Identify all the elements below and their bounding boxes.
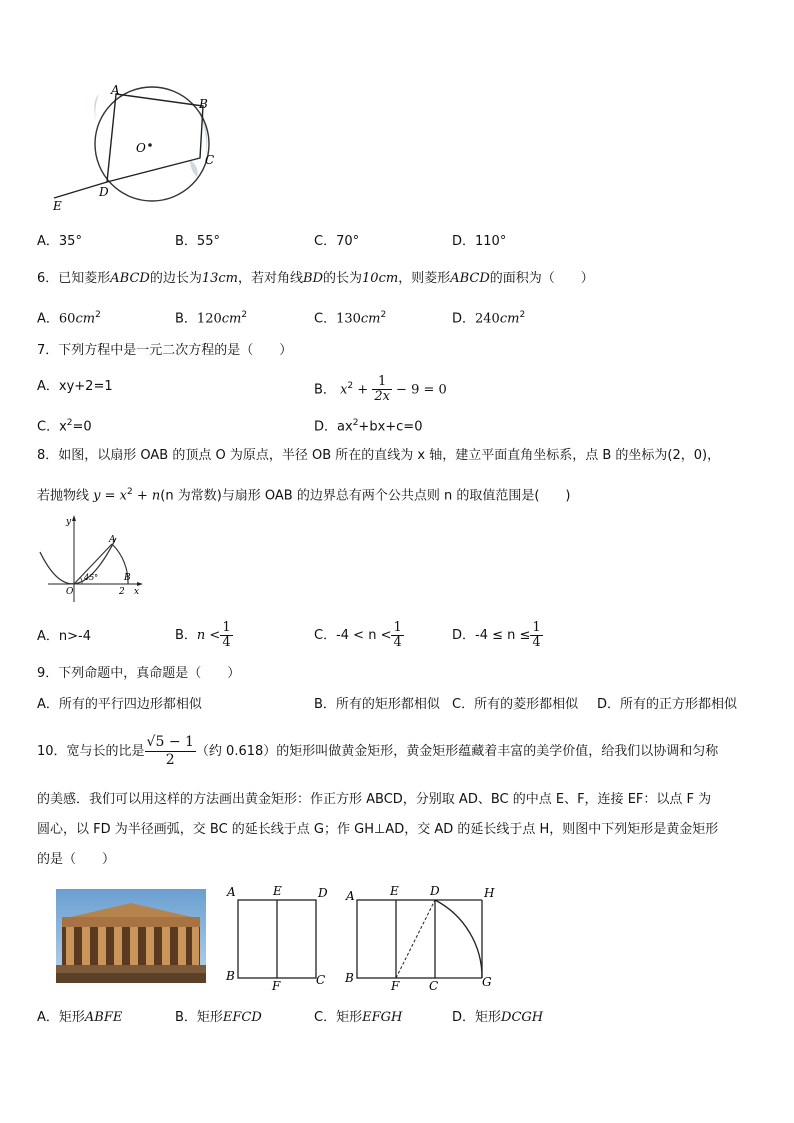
q10-fig2-label-a: A (346, 889, 355, 903)
q10-fig2-label-d: D (430, 884, 440, 898)
q10-fig2-label-g: G (482, 975, 492, 989)
q5-label-d: D (99, 185, 109, 199)
q9-option-b[interactable]: B．所有的矩形都相似 (314, 697, 440, 712)
q8-option-c[interactable]: C．-4 < n < $\frac{1}{4}$ (314, 620, 402, 650)
q10-fig2-label-c: C (429, 979, 439, 990)
q7-option-b[interactable]: B． $x^2$ + $\frac{1}{2x}$ − 9 = 0 (314, 374, 447, 405)
q8-option-b[interactable]: B．n < $\frac{1}{4}$ (175, 620, 231, 650)
q8-parabola-figure (36, 512, 146, 604)
q10-fig2-label-b: B (345, 971, 354, 985)
q5-label-b: B (199, 97, 208, 111)
q8-label-y: y (66, 517, 72, 527)
q10-fig1-label-f: F (272, 979, 281, 990)
q9-option-c[interactable]: C．所有的菱形都相似 (452, 697, 579, 712)
q8-option-d[interactable]: D．-4 ≤ n ≤ $\frac{1}{4}$ (452, 620, 541, 650)
q7-option-a[interactable]: A．xy+2=1 (37, 379, 113, 394)
q5-option-a[interactable]: A．35° (37, 234, 82, 249)
q10-fig1-label-e: E (273, 884, 282, 898)
q6-option-d[interactable]: D．$240cm^2$ (452, 310, 526, 327)
q10-fig2-label-e: E (390, 884, 399, 898)
parthenon-photo (56, 889, 206, 983)
q5-label-a: A (111, 83, 120, 97)
q5-option-b[interactable]: B．55° (175, 234, 220, 249)
q10-question-line1: 10．宽与长的比是 $\frac{√5 - 1}{2}$ （约 0.618）的矩形叫做黄金矩形，黄金矩形蕴藏着丰富的美学价值，给我们以协调和匀称 (37, 734, 719, 768)
q10-question-line3: 圆心，以 FD 为半径画弧，交 BC 的延长线于点 G；作 GH⊥AD，交 AD 的延长线于点 H，则图中下列矩形是黄金矩形 (37, 822, 719, 837)
q10-option-b[interactable]: B．矩形EFCD (175, 1010, 262, 1025)
q5-option-d[interactable]: D．110° (452, 234, 507, 249)
q6-option-b[interactable]: B．$120cm^2$ (175, 310, 248, 327)
q8-label-a: A (109, 535, 116, 545)
q8-option-a[interactable]: A．n>-4 (37, 629, 91, 644)
q10-option-d[interactable]: D．矩形DCGH (452, 1010, 544, 1025)
q9-question: 9．下列命题中，真命题是（ ） (37, 666, 241, 681)
q8-question-line1: 8．如图，以扇形 OAB 的顶点 O 为原点，半径 OB 所在的直线为 x 轴，建立平面直角坐标系，点 B 的坐标为(2，0)， (37, 448, 721, 463)
q9-option-a[interactable]: A．所有的平行四边形都相似 (37, 697, 202, 712)
q8-label-o: O (66, 587, 74, 597)
q8-label-angle: 45° (84, 573, 99, 582)
q10-question-line2: 的美感．我们可以用这样的方法画出黄金矩形：作正方形 ABCD，分别取 AD、BC 的中点 E、F，连接 EF：以点 F 为 (37, 792, 712, 807)
q7-option-c[interactable]: C．$x^2=0$ (37, 418, 92, 435)
q10-golden-rectangle-figure (343, 882, 499, 990)
q8-label-b: B (124, 573, 131, 583)
q10-fig2-label-h: H (484, 886, 495, 900)
q10-fig1-label-d: D (318, 886, 328, 900)
q10-option-a[interactable]: A．矩形ABFE (37, 1010, 123, 1025)
q10-fig1-label-b: B (226, 969, 235, 983)
q5-label-o: O (136, 141, 146, 155)
q5-label-e: E (53, 199, 62, 213)
q5-circle-figure (50, 82, 230, 217)
q10-fig1-label-c: C (316, 973, 326, 987)
q8-question-line2: 若抛物线 $y = x^2 + n(n$ 为常数)与扇形 OAB 的边界总有两个公共点则 n 的取值范围是( ) (37, 487, 571, 504)
q6-question: 6．已知菱形ABCD的边长为13cm，若对角线BD的长为10cm，则菱形ABCD的面积为（ ） (37, 271, 594, 286)
q10-option-c[interactable]: C．矩形EFGH (314, 1010, 403, 1025)
q10-fig2-label-f: F (391, 979, 400, 990)
q5-label-c: C (205, 153, 215, 167)
q6-option-a[interactable]: A．$60cm^2$ (37, 310, 101, 327)
q8-label-x: x (134, 587, 140, 597)
q8-label-two: 2 (119, 587, 125, 597)
q10-fig1-label-a: A (227, 885, 236, 899)
q9-option-d[interactable]: D．所有的正方形都相似 (597, 697, 738, 712)
q6-option-c[interactable]: C．$130cm^2$ (314, 310, 387, 327)
q5-option-c[interactable]: C．70° (314, 234, 360, 249)
q7-question: 7．下列方程中是一元二次方程的是（ ） (37, 343, 293, 358)
q10-question-line4: 的是（ ） (37, 852, 116, 867)
q10-square-figure (224, 882, 336, 990)
q7-option-d[interactable]: D．$ax^2+bx+c=0$ (314, 418, 423, 435)
